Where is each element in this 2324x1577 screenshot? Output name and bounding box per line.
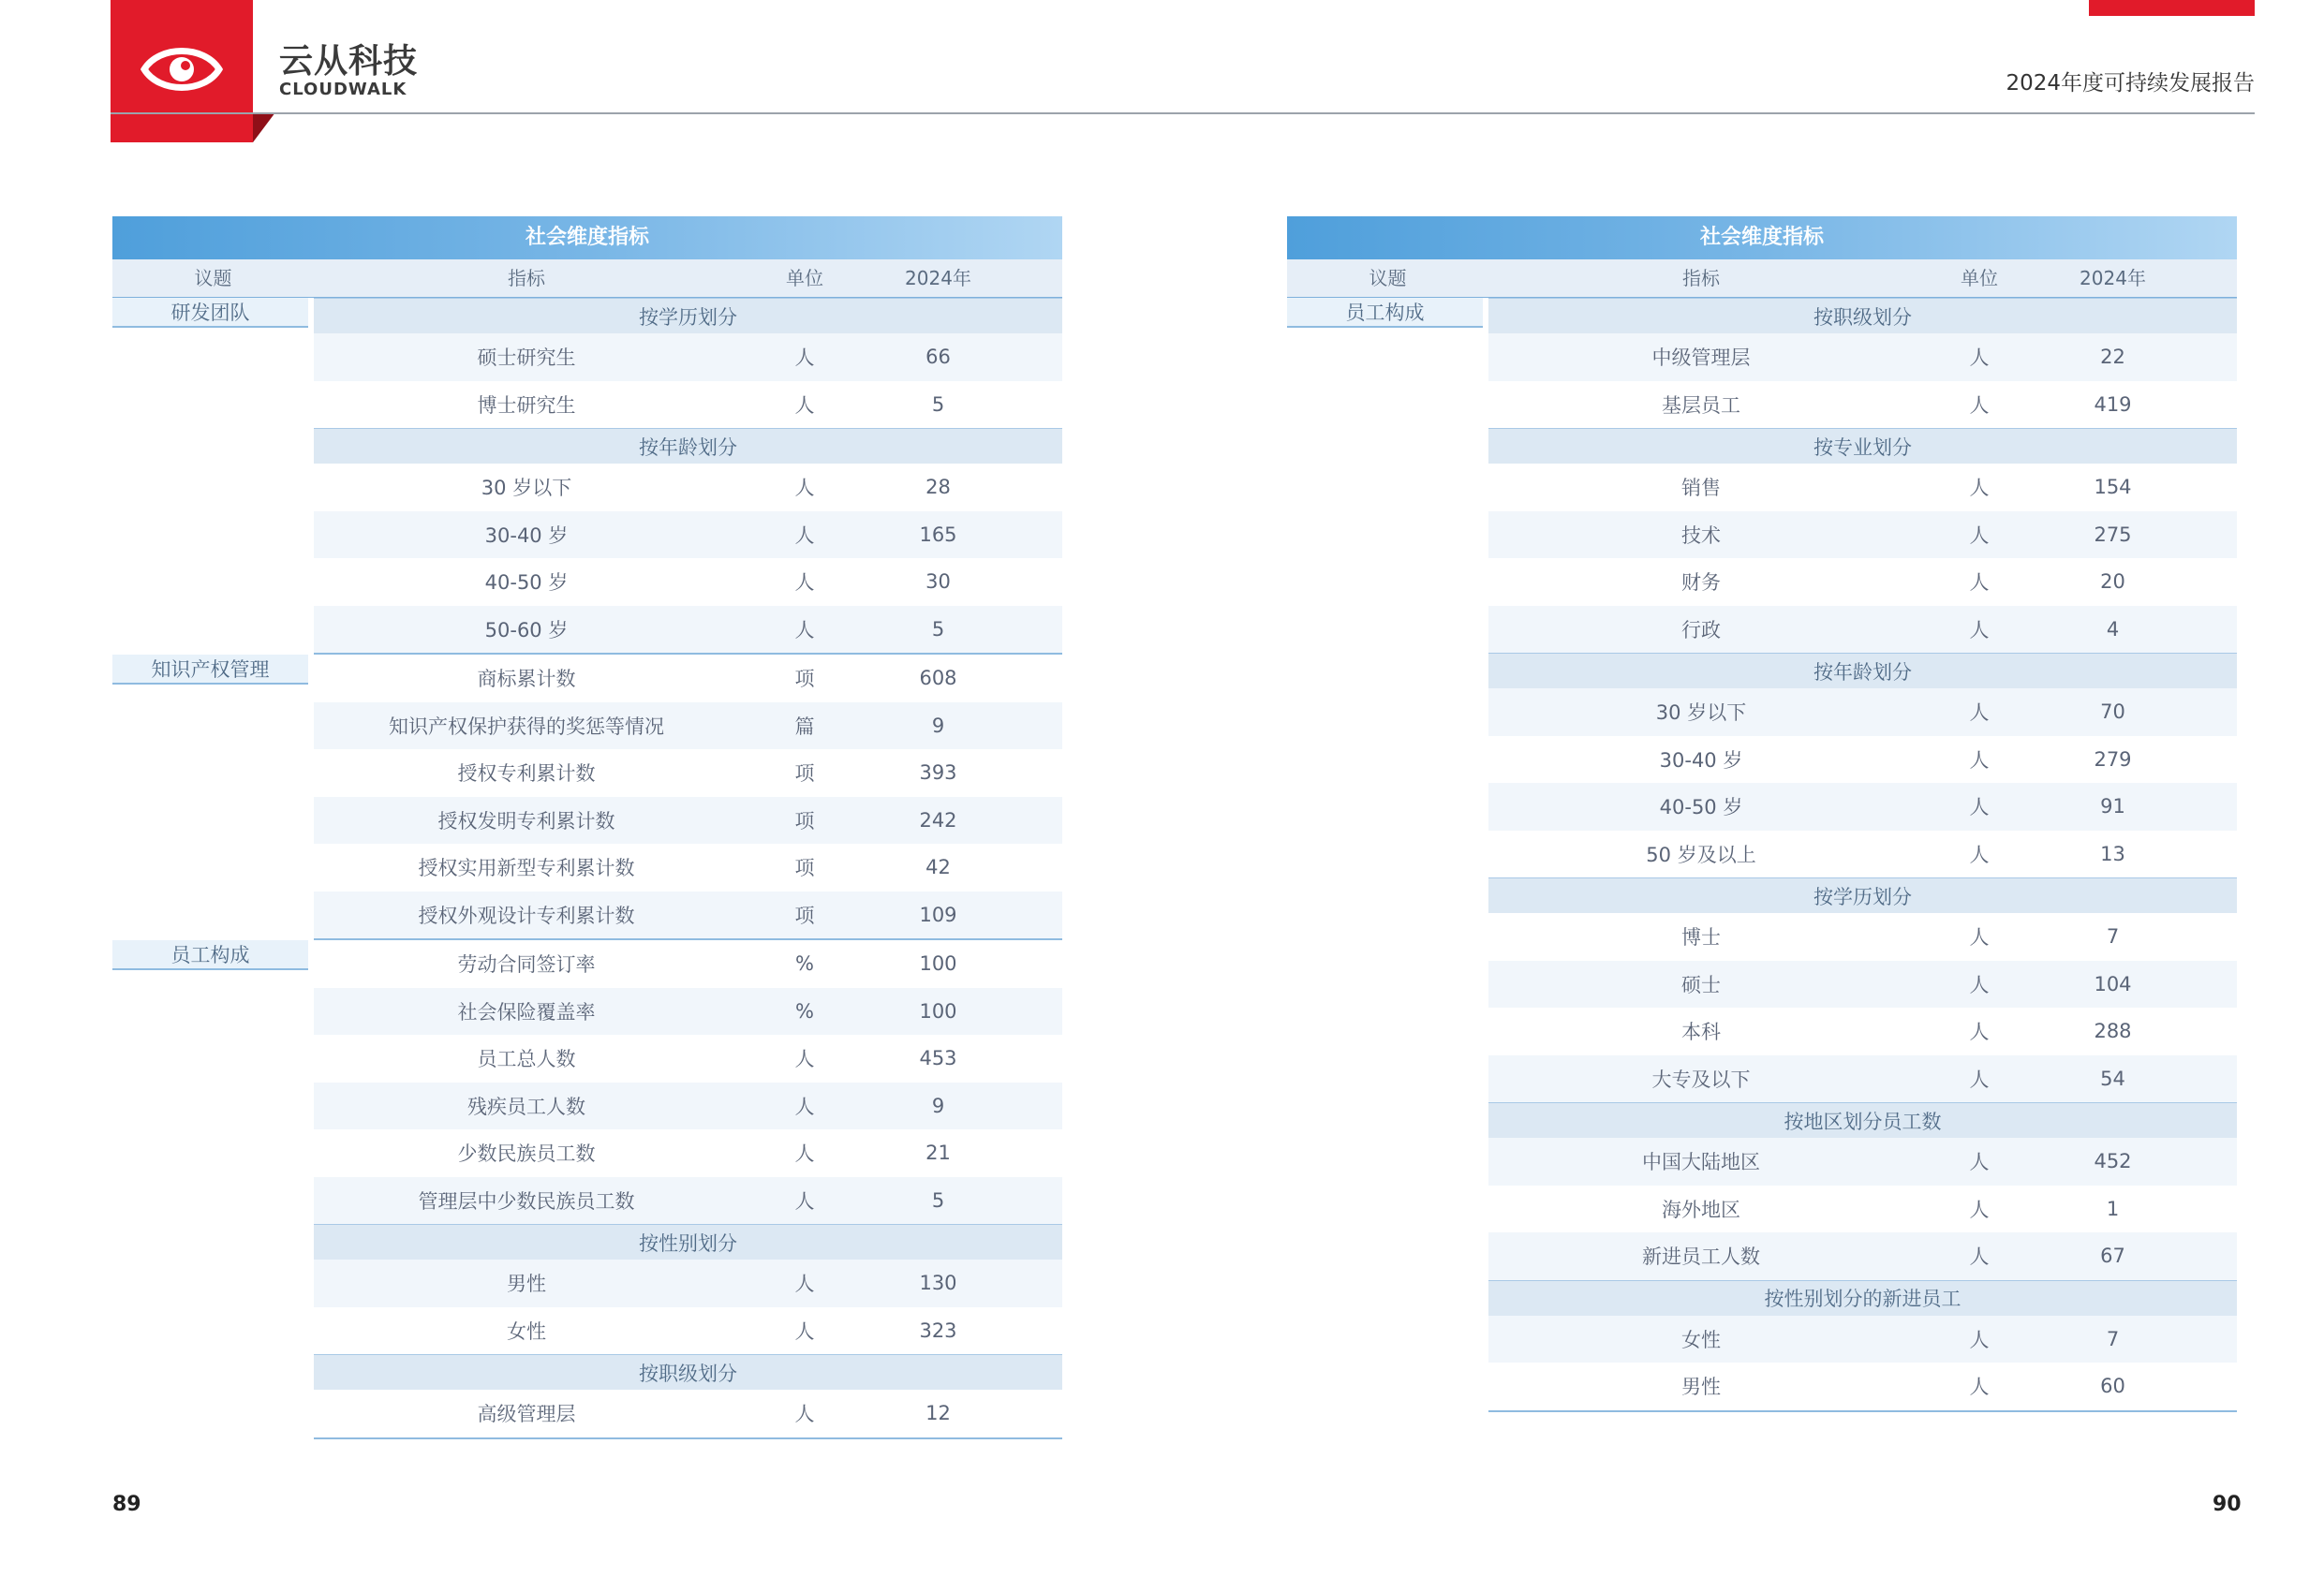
- table-row: [1488, 831, 2237, 878]
- value-cell: 154: [2094, 476, 2132, 499]
- indicator-cell: 男性: [1681, 1376, 1721, 1399]
- table-row: [314, 1307, 1062, 1355]
- header-unit: 单位: [786, 267, 823, 289]
- value-cell: 60: [2100, 1375, 2125, 1398]
- indicator-cell: 50-60 岁: [484, 618, 569, 641]
- unit-cell: 人: [794, 1189, 815, 1213]
- value-cell: 100: [919, 952, 957, 976]
- value-cell: 100: [919, 999, 957, 1023]
- table-row: [314, 892, 1062, 941]
- indicator-cell: 授权实用新型专利累计数: [418, 857, 635, 880]
- table-row: [1488, 464, 2237, 511]
- indicator-cell: 管理层中少数民族员工数: [418, 1189, 635, 1213]
- header-year: 2024年: [2080, 267, 2146, 289]
- table-row: [1488, 1232, 2237, 1280]
- indicator-cell: 财务: [1681, 571, 1721, 595]
- subcategory-row: 按性别划分: [314, 1224, 1062, 1260]
- topic-group: [112, 298, 1062, 655]
- unit-cell: 人: [794, 1142, 815, 1166]
- unit-cell: 人: [1969, 1068, 1990, 1091]
- table-row: [1488, 558, 2237, 606]
- left-indicator-table: [112, 216, 1062, 1439]
- value-cell: 7: [2106, 925, 2120, 949]
- unit-cell: 人: [794, 571, 815, 595]
- header-topic: 议题: [1369, 267, 1407, 289]
- header-unit: 单位: [1961, 267, 1998, 289]
- unit-cell: 人: [1969, 843, 1990, 866]
- unit-cell: 人: [1969, 796, 1990, 819]
- table-row: [1488, 913, 2237, 961]
- indicator-cell: 少数民族员工数: [457, 1142, 596, 1166]
- indicator-cell: 社会保险覆盖率: [457, 1000, 596, 1024]
- indicator-cell: 残疾员工人数: [467, 1095, 585, 1118]
- table-row: [1488, 333, 2237, 381]
- logo-fold: [253, 112, 275, 142]
- unit-cell: %: [795, 952, 814, 976]
- indicator-cell: 30 岁以下: [481, 477, 572, 500]
- table-row: [314, 1390, 1062, 1439]
- indicator-cell: 大专及以下: [1651, 1068, 1751, 1091]
- value-cell: 20: [2100, 570, 2125, 594]
- page-number-right: 90: [2213, 1493, 2242, 1516]
- value-cell: 288: [2094, 1020, 2132, 1043]
- table-header-row: [112, 259, 1062, 298]
- unit-cell: 项: [794, 668, 815, 691]
- unit-cell: 人: [1969, 1151, 1990, 1174]
- topic-group: [112, 655, 1062, 940]
- table-row: [314, 702, 1062, 750]
- unit-cell: 人: [794, 618, 815, 641]
- value-cell: 109: [919, 903, 957, 926]
- table-row: [1488, 1008, 2237, 1055]
- value-cell: 91: [2100, 795, 2125, 818]
- unit-cell: 项: [794, 809, 815, 833]
- unit-cell: 人: [1969, 1328, 1990, 1351]
- indicator-cell: 女性: [507, 1319, 546, 1343]
- topic-label: 员工构成: [112, 940, 308, 970]
- indicator-cell: 中国大陆地区: [1642, 1151, 1760, 1174]
- unit-cell: 人: [794, 1319, 815, 1343]
- unit-cell: 人: [1969, 1376, 1990, 1399]
- unit-cell: 人: [1969, 973, 1990, 996]
- topic-rows: [1488, 298, 2237, 1412]
- indicator-cell: 女性: [1681, 1328, 1721, 1351]
- header-indicator: 指标: [1682, 267, 1720, 289]
- brand: [279, 43, 418, 99]
- table-row: [1488, 1363, 2237, 1412]
- value-cell: 5: [931, 1188, 945, 1212]
- indicator-cell: 40-50 岁: [484, 571, 569, 595]
- unit-cell: 人: [1969, 1021, 1990, 1044]
- indicator-cell: 30-40 岁: [484, 523, 569, 547]
- topic-rows: [314, 940, 1062, 1439]
- value-cell: 9: [931, 1094, 945, 1117]
- value-cell: 279: [2094, 747, 2132, 771]
- table-row: [1488, 736, 2237, 784]
- value-cell: 4: [2106, 617, 2120, 641]
- indicator-cell: 授权发明专利累计数: [437, 809, 615, 833]
- topic-group: [112, 940, 1062, 1439]
- right-indicator-table: [1287, 216, 2237, 1412]
- top-accent-bar: [2089, 0, 2255, 16]
- header-divider: [111, 112, 2255, 114]
- value-cell: 453: [919, 1047, 957, 1070]
- value-cell: 67: [2100, 1245, 2125, 1268]
- unit-cell: 人: [1969, 701, 1990, 725]
- indicator-cell: 员工总人数: [477, 1048, 576, 1071]
- topic-column: [112, 298, 314, 655]
- table-row: [1488, 1055, 2237, 1103]
- topic-column: [1287, 298, 1488, 1412]
- unit-cell: 人: [1969, 926, 1990, 950]
- report-title: 2024年度可持续发展报告: [2006, 71, 2255, 96]
- indicator-cell: 知识产权保护获得的奖惩等情况: [389, 715, 664, 738]
- value-cell: 12: [925, 1402, 951, 1425]
- unit-cell: 人: [794, 1403, 815, 1426]
- unit-cell: 人: [794, 1273, 815, 1296]
- indicator-cell: 商标累计数: [477, 668, 576, 691]
- unit-cell: 人: [1969, 571, 1990, 595]
- topic-label: 知识产权管理: [112, 655, 308, 685]
- table-row: [314, 797, 1062, 845]
- value-cell: 28: [925, 476, 951, 499]
- indicator-cell: 技术: [1681, 523, 1721, 547]
- unit-cell: 人: [1969, 1198, 1990, 1221]
- table-row: [314, 511, 1062, 559]
- value-cell: 42: [925, 856, 951, 879]
- table-row: [1488, 1316, 2237, 1363]
- unit-cell: 人: [1969, 523, 1990, 547]
- unit-cell: 人: [794, 393, 815, 417]
- table-row: [314, 464, 1062, 511]
- value-cell: 165: [919, 523, 957, 546]
- unit-cell: 人: [794, 346, 815, 370]
- subcategory-row: 按年龄划分: [314, 428, 1062, 464]
- header-topic: 议题: [194, 267, 232, 289]
- value-cell: 393: [919, 761, 957, 785]
- subcategory-row: 按年龄划分: [1488, 653, 2237, 688]
- table-row: [314, 1260, 1062, 1307]
- subcategory-row: 按学历划分: [1488, 877, 2237, 913]
- header-year: 2024年: [905, 267, 971, 289]
- indicator-cell: 行政: [1681, 618, 1721, 641]
- unit-cell: 人: [1969, 618, 1990, 641]
- unit-cell: 人: [794, 523, 815, 547]
- topic-label: 员工构成: [1287, 298, 1483, 328]
- value-cell: 275: [2094, 523, 2132, 546]
- subcategory-row: 按学历划分: [314, 298, 1062, 333]
- indicator-cell: 基层员工: [1662, 393, 1740, 417]
- logo-block: [111, 0, 253, 142]
- unit-cell: 人: [794, 477, 815, 500]
- table-title: 社会维度指标: [112, 216, 1062, 259]
- unit-cell: 项: [794, 857, 815, 880]
- topic-rows: [314, 298, 1062, 655]
- indicator-cell: 销售: [1681, 477, 1721, 500]
- subcategory-row: 按地区划分员工数: [1488, 1102, 2237, 1138]
- value-cell: 7: [2106, 1327, 2120, 1350]
- value-cell: 22: [2100, 346, 2125, 369]
- unit-cell: 篇: [794, 715, 815, 738]
- value-cell: 130: [919, 1272, 957, 1295]
- table-row: [1488, 1186, 2237, 1233]
- table-row: [314, 333, 1062, 381]
- indicator-cell: 30 岁以下: [1655, 701, 1747, 725]
- table-row: [314, 606, 1062, 656]
- table-row: [1488, 511, 2237, 559]
- table-row: [1488, 1138, 2237, 1186]
- indicator-cell: 授权专利累计数: [457, 762, 596, 786]
- value-cell: 608: [919, 667, 957, 690]
- table-header-row: [1287, 259, 2237, 298]
- table-row: [314, 381, 1062, 429]
- unit-cell: 项: [794, 762, 815, 786]
- table-row: [314, 1129, 1062, 1177]
- indicator-cell: 中级管理层: [1651, 346, 1751, 370]
- table-row: [314, 558, 1062, 606]
- subcategory-row: 按性别划分的新进员工: [1488, 1280, 2237, 1316]
- indicator-cell: 高级管理层: [477, 1403, 576, 1426]
- unit-cell: 人: [1969, 393, 1990, 417]
- table-row: [314, 988, 1062, 1036]
- value-cell: 1: [2106, 1197, 2120, 1220]
- value-cell: 419: [2094, 392, 2132, 416]
- unit-cell: 人: [1969, 346, 1990, 370]
- header-indicator: 指标: [508, 267, 545, 289]
- indicator-cell: 授权外观设计专利累计数: [418, 904, 635, 927]
- table-row: [314, 1177, 1062, 1225]
- subcategory-row: 按专业划分: [1488, 428, 2237, 464]
- table-row: [314, 749, 1062, 797]
- subcategory-row: 按职级划分: [1488, 298, 2237, 333]
- unit-cell: 人: [1969, 477, 1990, 500]
- unit-cell: 人: [1969, 748, 1990, 772]
- topic-label: 研发团队: [112, 298, 308, 328]
- indicator-cell: 本科: [1681, 1021, 1721, 1044]
- table-row: [1488, 606, 2237, 654]
- topic-rows: [314, 655, 1062, 940]
- table-row: [1488, 783, 2237, 831]
- indicator-cell: 博士研究生: [477, 393, 576, 417]
- value-cell: 104: [2094, 972, 2132, 995]
- indicator-cell: 硕士: [1681, 973, 1721, 996]
- cloudwalk-logo-icon: [141, 39, 223, 99]
- topic-column: [112, 940, 314, 1439]
- value-cell: 5: [931, 392, 945, 416]
- indicator-cell: 海外地区: [1662, 1198, 1740, 1221]
- brand-name-cn: 云从科技: [279, 42, 419, 81]
- table-row: [314, 1083, 1062, 1130]
- table-row: [314, 940, 1062, 988]
- table-row: [314, 655, 1062, 702]
- value-cell: 66: [925, 346, 951, 369]
- unit-cell: 人: [1969, 1245, 1990, 1269]
- indicator-cell: 40-50 岁: [1659, 796, 1743, 819]
- value-cell: 452: [2094, 1150, 2132, 1173]
- indicator-cell: 博士: [1681, 926, 1721, 950]
- table-row: [1488, 381, 2237, 429]
- table-row: [1488, 688, 2237, 736]
- value-cell: 13: [2100, 842, 2125, 865]
- value-cell: 70: [2100, 700, 2125, 724]
- value-cell: 323: [919, 1319, 957, 1342]
- indicator-cell: 30-40 岁: [1659, 748, 1743, 772]
- value-cell: 30: [925, 570, 951, 594]
- topic-group: [1287, 298, 2237, 1412]
- brand-name-en: CLOUDWALK: [279, 80, 407, 99]
- unit-cell: 人: [794, 1095, 815, 1118]
- value-cell: 9: [931, 714, 945, 737]
- table-row: [314, 844, 1062, 892]
- table-row: [1488, 961, 2237, 1009]
- value-cell: 54: [2100, 1067, 2125, 1090]
- page-number-left: 89: [112, 1493, 141, 1516]
- unit-cell: 人: [794, 1048, 815, 1071]
- indicator-cell: 男性: [507, 1273, 546, 1296]
- unit-cell: %: [795, 999, 814, 1023]
- table-row: [314, 1035, 1062, 1083]
- topic-column: [112, 655, 314, 940]
- indicator-cell: 新进员工人数: [1642, 1245, 1760, 1269]
- unit-cell: 项: [794, 904, 815, 927]
- value-cell: 5: [931, 617, 945, 641]
- indicator-cell: 劳动合同签订率: [457, 953, 596, 977]
- indicator-cell: 50 岁及以上: [1646, 843, 1756, 866]
- subcategory-row: 按职级划分: [314, 1354, 1062, 1390]
- value-cell: 242: [919, 808, 957, 832]
- table-title: 社会维度指标: [1287, 216, 2237, 259]
- indicator-cell: 硕士研究生: [477, 346, 576, 370]
- value-cell: 21: [925, 1142, 951, 1165]
